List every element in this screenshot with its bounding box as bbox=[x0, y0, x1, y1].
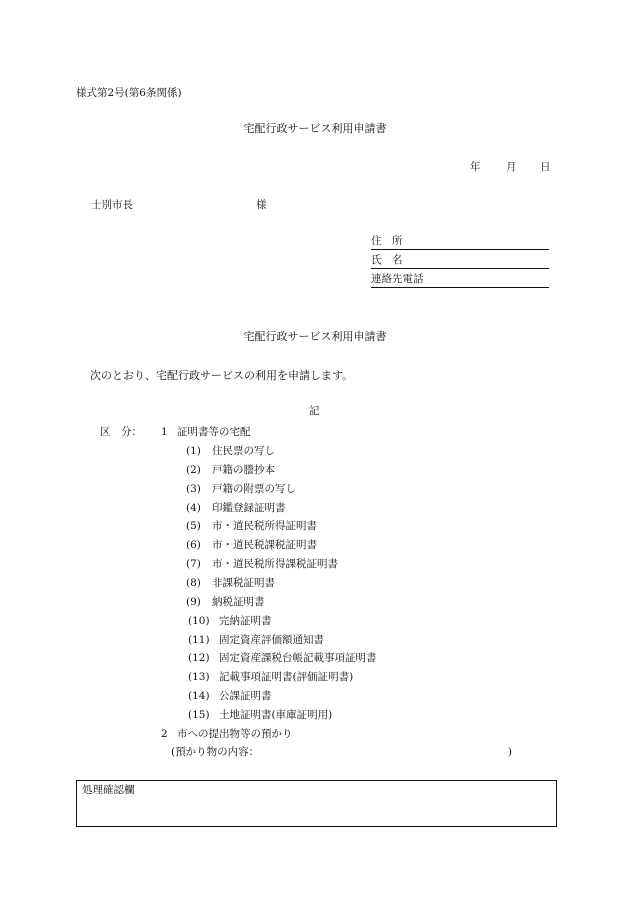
name-field[interactable] bbox=[371, 252, 549, 269]
certificate-item-text: 住民票の写し bbox=[212, 445, 275, 457]
certificate-item-number: (8) bbox=[186, 577, 201, 589]
form-number: 様式第2号(第6条関係) bbox=[76, 87, 182, 99]
certificate-item-text: 戸籍の附票の写し bbox=[212, 483, 296, 495]
certificate-item-text: 市・道民税所得課税証明書 bbox=[212, 558, 338, 570]
certificate-item-number: (1) bbox=[186, 445, 201, 457]
certificate-item-number: (11) bbox=[188, 634, 210, 646]
certificate-item-text: 土地証明書(車庫証明用) bbox=[219, 709, 333, 721]
date-day-label: 日 bbox=[540, 161, 551, 173]
certificate-item-text: 納税証明書 bbox=[212, 596, 265, 608]
ki-heading: 記 bbox=[309, 405, 320, 417]
certificate-item-number: (7) bbox=[186, 558, 201, 570]
category-option-1-number: 1 bbox=[161, 426, 168, 438]
certificate-item-text: 固定資産評価額通知書 bbox=[219, 634, 324, 646]
deposit-contents-label: (預かり物の内容： bbox=[171, 746, 260, 758]
certificate-item-number: (15) bbox=[188, 709, 210, 721]
addressee-honorific: 様 bbox=[256, 199, 267, 211]
category-option-1-text: 証明書等の宅配 bbox=[177, 426, 251, 438]
certificate-item-text: 完納証明書 bbox=[219, 615, 272, 627]
phone-label: 連絡先電話 bbox=[371, 273, 424, 285]
certificate-item-text: 非課税証明書 bbox=[212, 577, 275, 589]
certificate-item-text: 市・道民税所得証明書 bbox=[212, 520, 317, 532]
certificate-item-number: (6) bbox=[186, 539, 201, 551]
category-label: 区 分： bbox=[100, 426, 142, 438]
certificate-item-text: 戸籍の謄抄本 bbox=[212, 464, 275, 476]
category-option-2-text: 市への提出物等の預かり bbox=[177, 728, 293, 740]
date-month-label: 月 bbox=[506, 161, 517, 173]
certificate-item-text: 印鑑登録証明書 bbox=[212, 502, 286, 514]
certificate-item-text: 市・道民税課税証明書 bbox=[212, 539, 317, 551]
certificate-item-text: 記載事項証明書(評価証明書) bbox=[219, 671, 354, 683]
certificate-item-text: 固定資産課税台帳記載事項証明書 bbox=[219, 652, 377, 664]
certificate-item-number: (13) bbox=[188, 671, 210, 683]
category-option-2-number: 2 bbox=[161, 728, 168, 740]
address-field[interactable] bbox=[371, 233, 549, 250]
certificate-item-number: (3) bbox=[186, 483, 201, 495]
certificate-item-number: (2) bbox=[186, 464, 201, 476]
form-subtitle: 宅配行政サービス利用申請書 bbox=[243, 330, 387, 343]
name-label: 氏 名 bbox=[371, 254, 403, 266]
certificate-item-number: (5) bbox=[186, 520, 201, 532]
application-statement: 次のとおり、宅配行政サービスの利用を申請します。 bbox=[90, 369, 354, 382]
certificate-item-number: (12) bbox=[188, 652, 210, 664]
address-label: 住 所 bbox=[371, 235, 403, 247]
date-year-label: 年 bbox=[470, 161, 481, 173]
form-title: 宅配行政サービス利用申請書 bbox=[243, 122, 387, 135]
certificate-item-number: (10) bbox=[188, 615, 210, 627]
certificate-item-number: (4) bbox=[186, 502, 201, 514]
certificate-item-number: (9) bbox=[186, 596, 201, 608]
certificate-item-text: 公課証明書 bbox=[219, 690, 272, 702]
processing-confirmation-label: 処理確認欄 bbox=[82, 784, 135, 796]
addressee-name: 士別市長 bbox=[91, 199, 133, 211]
phone-field[interactable] bbox=[371, 271, 549, 288]
certificate-item-number: (14) bbox=[188, 690, 210, 702]
processing-confirmation-box bbox=[76, 780, 557, 827]
deposit-contents-close: ) bbox=[508, 746, 513, 758]
